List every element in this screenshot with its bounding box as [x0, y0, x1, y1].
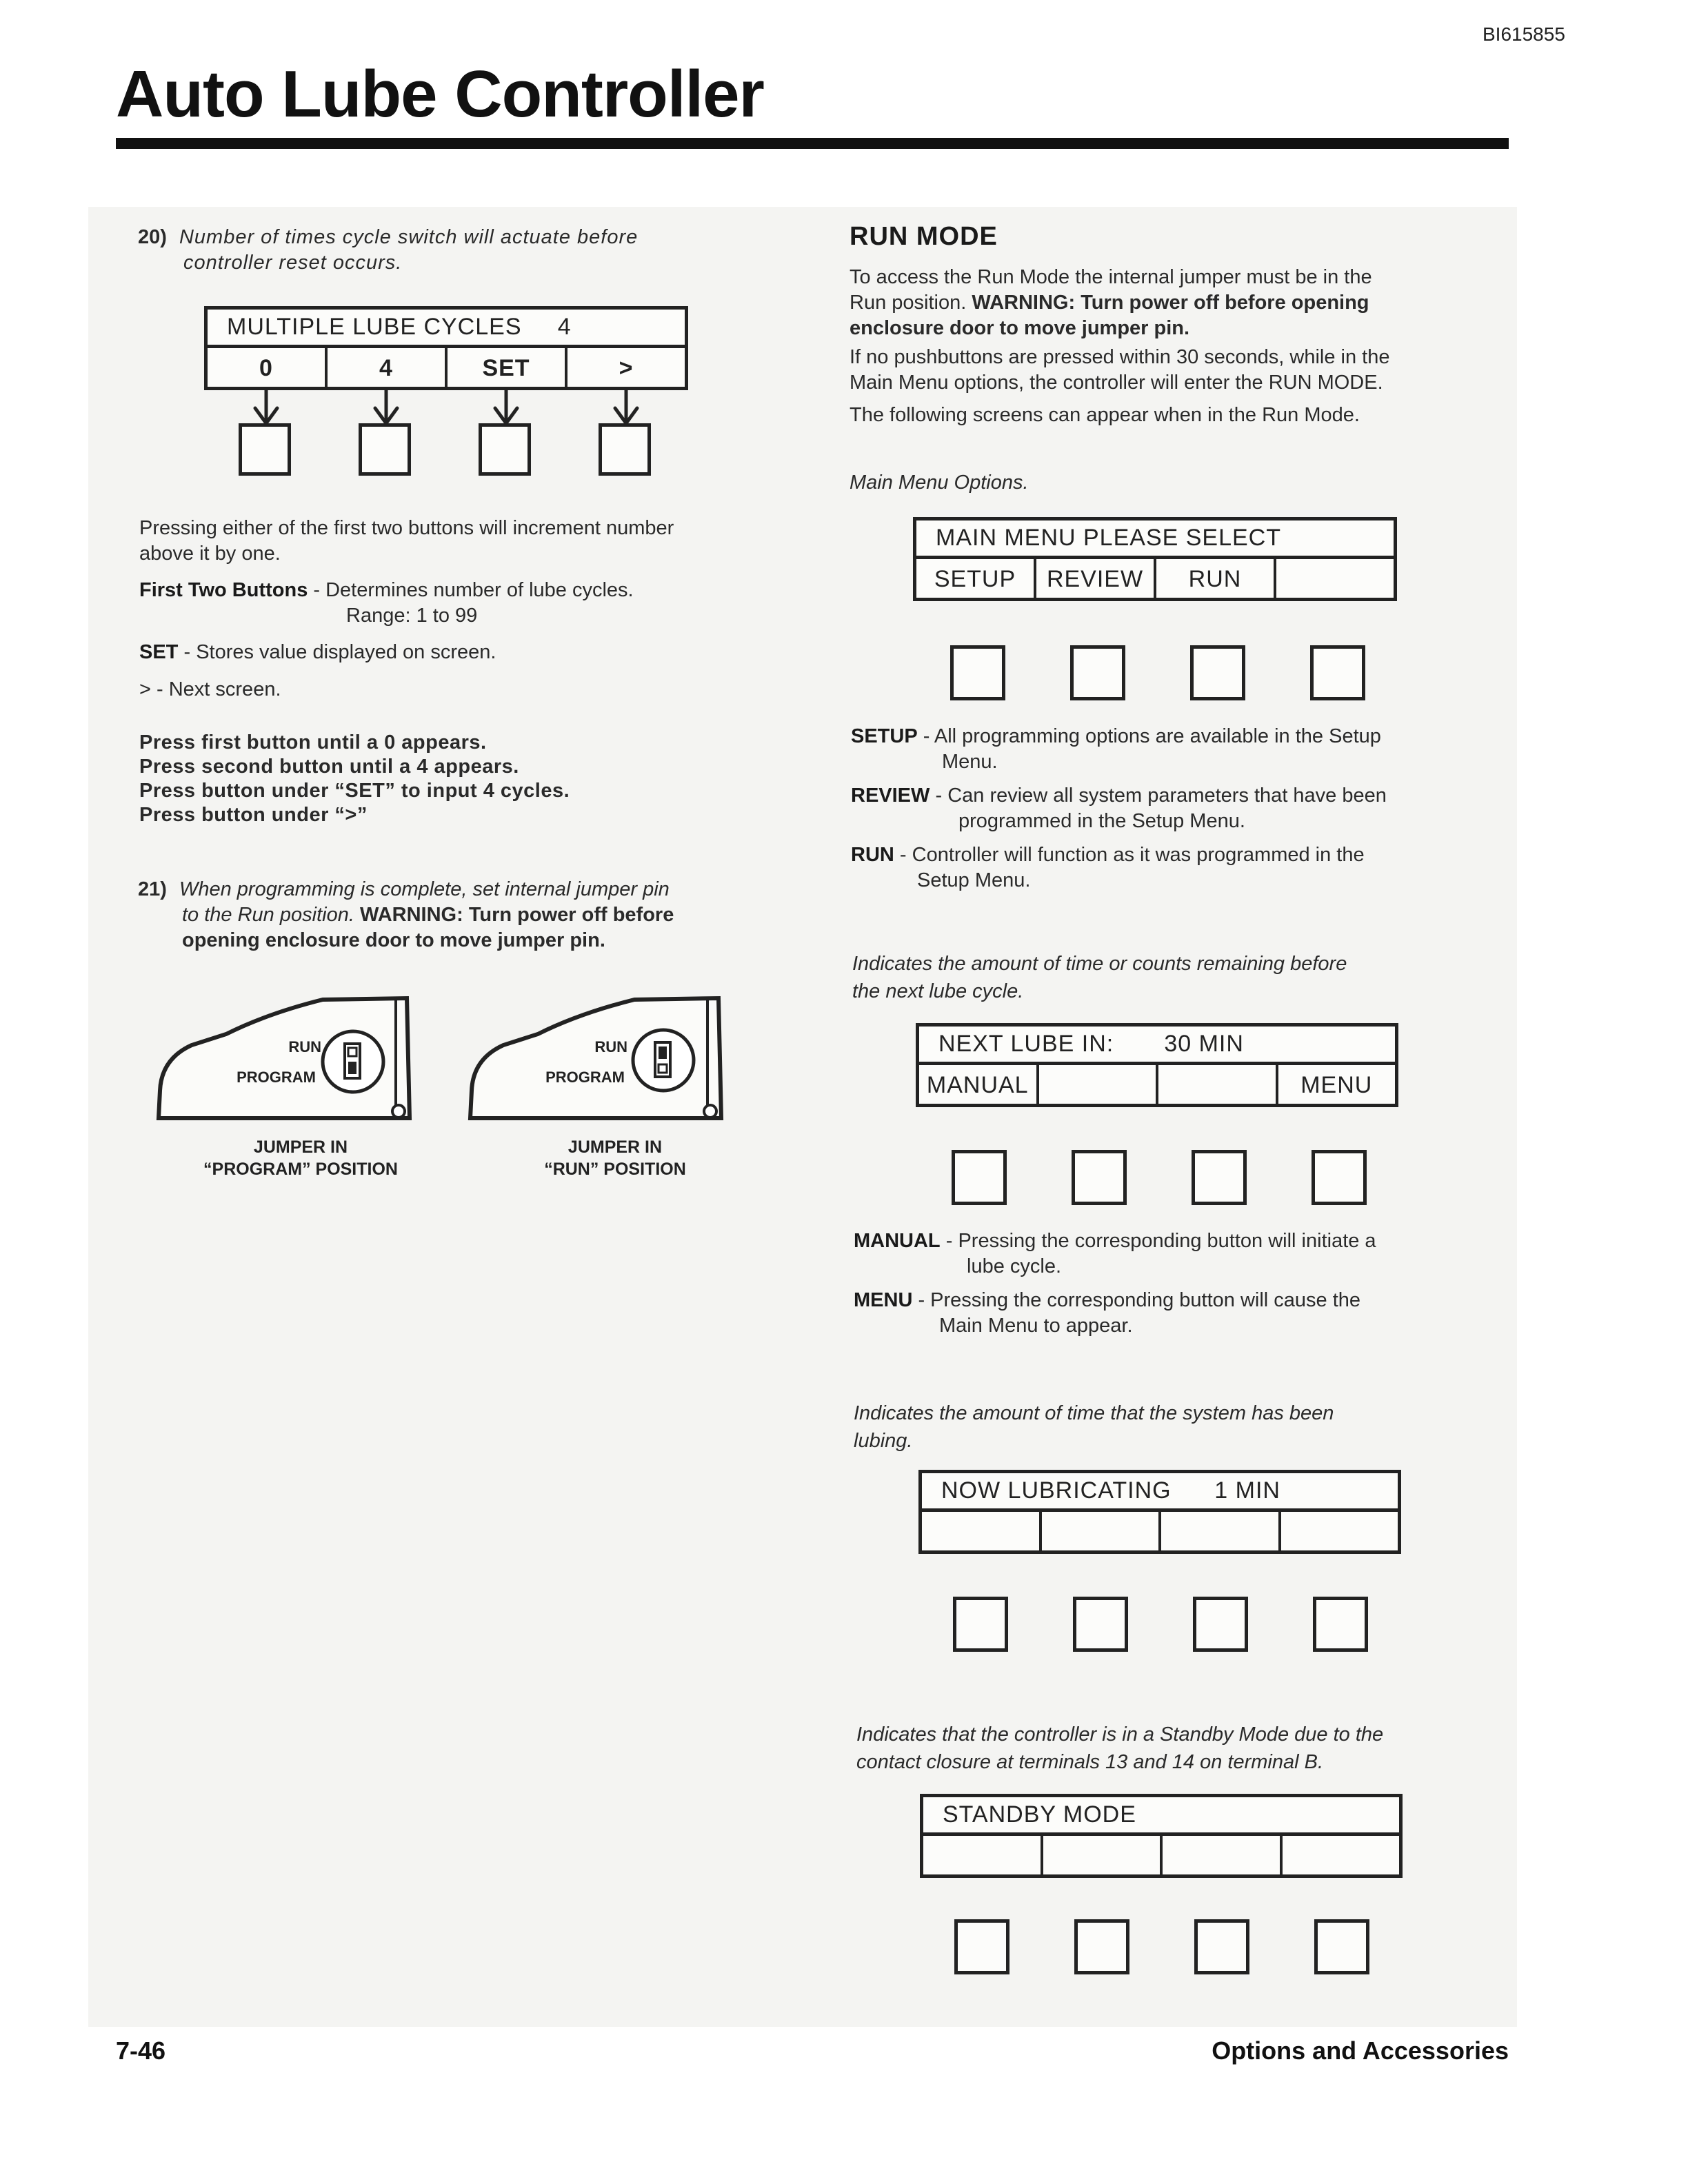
page-number: 7-46	[116, 2036, 166, 2065]
instruction-item: Press second button until a 4 appears.	[139, 756, 519, 778]
def-key: >	[139, 678, 151, 700]
lcd-cell-1	[923, 1836, 1043, 1876]
pushbutton-4[interactable]	[599, 423, 651, 476]
pushbutton-2[interactable]	[1073, 1597, 1128, 1652]
main-menu-label: Main Menu Options.	[850, 472, 1029, 494]
def-run	[851, 842, 1485, 893]
def-key: SET	[139, 641, 179, 663]
lcd-top-line: STANDBY MODE	[923, 1797, 1399, 1836]
pushbutton-1[interactable]	[950, 645, 1005, 700]
def-setup	[851, 724, 1485, 775]
pushbutton-4[interactable]	[1313, 1597, 1368, 1652]
pushbutton-3[interactable]	[479, 423, 531, 476]
lcd-cell-3: RUN	[1156, 559, 1276, 599]
lcd-cell-4	[1283, 1836, 1400, 1876]
indicates-next-lube	[852, 950, 1487, 1005]
jumper-run-label: RUN	[288, 1038, 321, 1055]
lcd-next-lube	[916, 1023, 1398, 1107]
pushbutton-1[interactable]	[239, 423, 291, 476]
caption-line-2: “RUN” POSITION	[544, 1160, 686, 1179]
def-sep: -	[917, 725, 934, 747]
indicates-line: Indicates that the controller is in a Standby Mode due to the	[856, 1723, 1384, 1746]
caption-run-position	[477, 1136, 753, 1180]
lcd-button-labels	[923, 1836, 1399, 1876]
run-mode-intro-2	[850, 345, 1484, 396]
lcd-cell-2	[1039, 1065, 1159, 1105]
def-key: MANUAL	[854, 1230, 941, 1252]
pushbutton-3[interactable]	[1190, 645, 1245, 700]
lcd-top-line: NEXT LUBE IN: 30 MIN	[919, 1027, 1395, 1065]
intro-line: The following screens can appear when in the Run Mode.	[850, 404, 1360, 426]
def-key: SETUP	[851, 725, 918, 747]
def-text: Pressing the corresponding button will initiate a	[958, 1230, 1376, 1252]
run-mode-intro	[850, 265, 1484, 341]
caption-line-1: JUMPER IN	[567, 1138, 663, 1157]
jumper-run-label: RUN	[594, 1038, 627, 1055]
def-text: Pressing the corresponding button will cause the	[930, 1289, 1361, 1311]
pushbutton-4[interactable]	[1310, 645, 1365, 700]
lcd-now-lubricating	[918, 1470, 1401, 1554]
def-sep: -	[912, 1289, 931, 1311]
indicates-line: Indicates the amount of time that the system has been	[854, 1402, 1334, 1424]
jumper-run-figure	[462, 993, 738, 1131]
lcd-cell-3	[1158, 1065, 1278, 1105]
lcd-cell-3	[1163, 1836, 1283, 1876]
caption-line-1: JUMPER IN	[253, 1138, 348, 1157]
lcd-cell-4	[1281, 1512, 1398, 1552]
pushbutton-2[interactable]	[1072, 1150, 1127, 1205]
step-text: Number of times cycle switch will actuate before	[179, 226, 639, 248]
intro-warning: WARNING: Turn power off before opening	[972, 292, 1369, 314]
step-text: When programming is complete, set internal jumper pin	[179, 878, 670, 900]
jumper-program-figure	[150, 993, 426, 1131]
lcd-cell-3: SET	[448, 348, 567, 388]
lcd-cell-2	[1042, 1512, 1162, 1552]
def-sep: -	[930, 785, 948, 807]
def-text-2: lube cycle.	[967, 1255, 1062, 1277]
lcd-button-labels	[919, 1065, 1395, 1105]
lcd-button-labels	[922, 1512, 1398, 1552]
indicates-line: Indicates the amount of time or counts remaining before	[852, 953, 1347, 975]
def-menu	[854, 1288, 1488, 1339]
pressing-line-1: Pressing either of the first two buttons will increment number	[139, 517, 674, 539]
def-review	[851, 783, 1485, 834]
instruction-item: Press first button until a 0 appears.	[139, 731, 487, 754]
def-text: All programming options are available in the Setup	[934, 725, 1381, 747]
def-sep: -	[940, 1230, 958, 1252]
def-key: RUN	[851, 844, 894, 866]
indicates-line: the next lube cycle.	[852, 980, 1024, 1002]
indicates-standby	[856, 1721, 1491, 1776]
def-range: Range: 1 to 99	[346, 605, 478, 627]
pushbutton-2[interactable]	[359, 423, 411, 476]
pushbutton-3[interactable]	[1194, 1919, 1249, 1974]
lcd-cell-1: SETUP	[916, 559, 1036, 599]
lcd-top-line: MAIN MENU PLEASE SELECT	[916, 520, 1394, 559]
lcd-main-menu	[913, 517, 1397, 601]
indicates-line: contact closure at terminals 13 and 14 on terminal B.	[856, 1751, 1324, 1773]
step-21	[138, 877, 772, 953]
pressing-note	[139, 516, 774, 567]
pressing-line-2: above it by one.	[139, 543, 281, 565]
lcd-cell-1: 0	[208, 348, 328, 388]
step-text-2a: to the Run position.	[182, 904, 360, 926]
def-key: MENU	[854, 1289, 913, 1311]
lcd-cell-2: REVIEW	[1036, 559, 1156, 599]
lcd-top-line: MULTIPLE LUBE CYCLES 4	[208, 310, 685, 348]
lcd-cell-2	[1043, 1836, 1163, 1876]
step-warning: WARNING: Turn power off before	[359, 904, 674, 926]
def-text: Can review all system parameters that have been	[947, 785, 1387, 807]
jumper-program-label: PROGRAM	[545, 1069, 625, 1086]
caption-line-2: “PROGRAM” POSITION	[203, 1160, 398, 1179]
jumper-program-label: PROGRAM	[237, 1069, 316, 1086]
def-text: Controller will function as it was programmed in the	[912, 844, 1365, 866]
pushbutton-2[interactable]	[1070, 645, 1125, 700]
def-text-2: programmed in the Setup Menu.	[958, 810, 1245, 832]
def-key: First Two Buttons	[139, 579, 308, 601]
def-sep: -	[150, 678, 169, 700]
pushbutton-1[interactable]	[953, 1597, 1008, 1652]
section-name: Options and Accessories	[1212, 2036, 1509, 2065]
pushbutton-2[interactable]	[1074, 1919, 1129, 1974]
pushbutton-1[interactable]	[954, 1919, 1009, 1974]
def-first-two-buttons	[139, 578, 774, 629]
lcd-standby-mode	[920, 1794, 1403, 1878]
document-id: BI615855	[1483, 23, 1565, 45]
caption-program-position	[163, 1136, 439, 1180]
step-line-2	[182, 904, 674, 926]
page-title: Auto Lube Controller	[116, 57, 764, 131]
pushbutton-4[interactable]	[1314, 1919, 1369, 1974]
menu-button[interactable]	[1312, 1150, 1367, 1205]
def-text-2: Main Menu to appear.	[939, 1315, 1133, 1337]
intro-line: If no pushbuttons are pressed within 30 seconds, while in the	[850, 346, 1390, 368]
def-next	[139, 677, 281, 702]
step-number: 20)	[138, 226, 167, 248]
lcd-cell-1	[922, 1512, 1042, 1552]
run-mode-intro-3	[850, 403, 1484, 428]
lcd-cell-2: 4	[328, 348, 448, 388]
intro-line: Run position.	[850, 292, 972, 314]
lcd-cell-1: MANUAL	[919, 1065, 1039, 1105]
pushbutton-3[interactable]	[1192, 1150, 1247, 1205]
def-text: Stores value displayed on screen.	[196, 641, 496, 663]
def-text: Determines number of lube cycles.	[325, 579, 634, 601]
instruction-list	[139, 731, 570, 827]
manual-button[interactable]	[952, 1150, 1007, 1205]
def-manual	[854, 1228, 1488, 1280]
def-sep: -	[178, 641, 197, 663]
def-sep: -	[308, 579, 326, 601]
lcd-cell-4: >	[619, 354, 634, 381]
instruction-item: Press button under “>”	[139, 804, 368, 826]
step-text-2: controller reset occurs.	[183, 252, 403, 274]
def-set	[139, 640, 496, 665]
lcd-button-labels	[916, 559, 1394, 599]
lcd-cell-4: MENU	[1300, 1071, 1373, 1098]
def-text-2: Setup Menu.	[917, 869, 1031, 891]
lcd-cell-3	[1161, 1512, 1281, 1552]
def-key: REVIEW	[851, 785, 930, 807]
pushbutton-3[interactable]	[1193, 1597, 1248, 1652]
indicates-lubing	[854, 1399, 1488, 1455]
indicates-line: lubing.	[854, 1430, 913, 1452]
lcd-top-line: NOW LUBRICATING 1 MIN	[922, 1473, 1398, 1512]
intro-line: To access the Run Mode the internal jumper must be in the	[850, 266, 1372, 288]
def-text: Next screen.	[168, 678, 281, 700]
def-text-2: Menu.	[942, 751, 998, 773]
intro-line: Main Menu options, the controller will enter the RUN MODE.	[850, 372, 1383, 394]
intro-warning-2: enclosure door to move jumper pin.	[850, 317, 1190, 339]
step-number: 21)	[138, 878, 167, 900]
section-heading: RUN MODE	[850, 222, 998, 251]
step-warning-2: opening enclosure door to move jumper pin.	[182, 929, 605, 951]
lcd-cell-4	[1276, 559, 1394, 599]
instruction-item: Press button under “SET” to input 4 cycles.	[139, 780, 570, 802]
def-sep: -	[894, 844, 912, 866]
